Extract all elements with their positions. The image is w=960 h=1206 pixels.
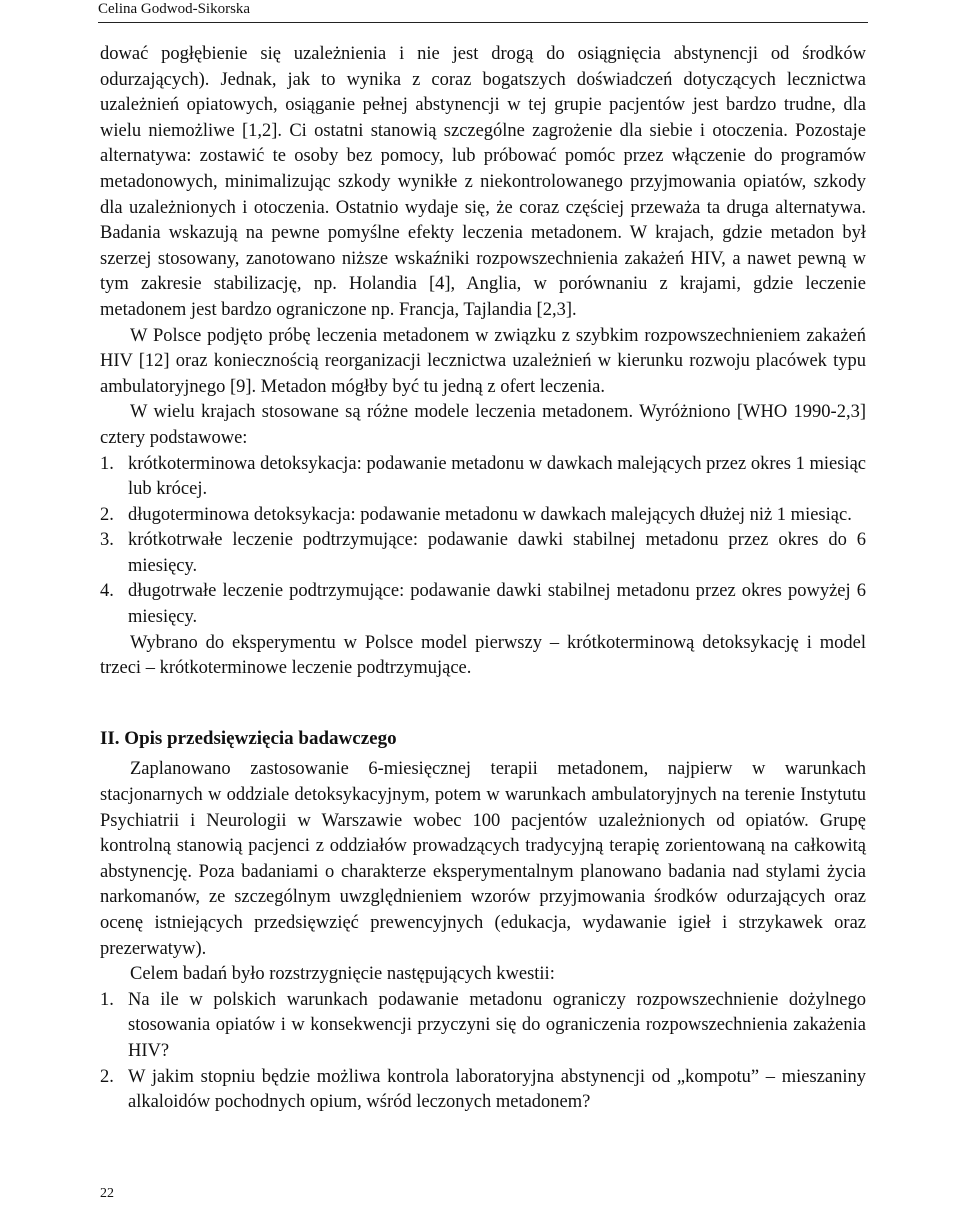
list-number: 1. [100, 453, 114, 474]
header-rule [98, 22, 868, 23]
paragraph: Zaplanowano zastosowanie 6-miesięcznej terapii metadonem, najpierw w warunkach stacjonarnych w oddziale detoksykacyjnym, potem w warunkach ambulatoryjnych na terenie Instytutu Psychiatrii i Neurologii w Warszawie wobec 100 pacjentów uzależnionych od opiatów. Grupę kontrolną stanowią pacjenci z oddziałów prowadzących tradycyjną terapię zorientowaną na całkowitą abstynencję. Poza badaniami o charakterze eksperymentalnym planowano badania nad stylami życia narkomanów, ze szczególnym uwzględnieniem wzorów przyjmowania środków odurzających oraz ocenę istniejących przedsięwzięć prewencyjnych (edukacja, wydawanie igieł i strzykawek oraz prezerwatyw). [100, 759, 866, 959]
running-head: Celina Godwod-Sikorska [98, 1, 251, 17]
list-number: 2. [100, 504, 114, 525]
list-item-text: długoterminowa detoksykacja: podawanie metadonu w dawkach malejących dłużej niż 1 miesiąc. [128, 504, 852, 525]
paragraph: Celem badań było rozstrzygnięcie następujących kwestii: [130, 964, 555, 985]
list-item [100, 503, 866, 529]
list-item-text: krótkotrwałe leczenie podtrzymujące: podawanie dawki stabilnej metadonu przez okres do 6 miesięcy. [128, 530, 866, 576]
list-item-text: długotrwałe leczenie podtrzymujące: podawanie dawki stabilnej metadonu przez okres powyżej 6 miesięcy. [128, 581, 866, 628]
list-item-text: Na ile w polskich warunkach podawanie metadonu ograniczy rozpowszechnienie dożylnego stosowania opiatów i w konsekwencji przyczyni się do ograniczenia rozpowszechnienia zakażenia HIV? [128, 989, 866, 1061]
list-number: 4. [100, 581, 114, 602]
list-item [100, 1065, 866, 1116]
list-item-text: krótkoterminowa detoksykacja: podawanie metadonu w dawkach malejących przez okres 1 miesiąc lub krócej. [128, 453, 866, 500]
list-item [100, 988, 866, 1065]
section-heading: II. Opis przedsięwzięcia badawczego [100, 727, 397, 749]
body-text [100, 42, 866, 1116]
list-item [100, 452, 866, 503]
page-number: 22 [100, 1186, 114, 1201]
list-item [100, 579, 866, 630]
list-number: 3. [100, 530, 114, 551]
paragraph: W Polsce podjęto próbę leczenia metadonem w związku z szybkim rozpowszechnieniem zakażeń HIV [12] oraz koniecznością reorganizacji lecznictwa uzależnień w kierunku rozwoju placówek typu ambulatoryjnego [9]. Metadon mógłby być tu jedną z ofert leczenia. [100, 325, 866, 397]
list-number: 1. [100, 989, 114, 1010]
research-questions-list [100, 988, 866, 1116]
list-item-text: W jakim stopniu będzie możliwa kontrola laboratoryjna abstynencji od „kompotu” – mieszaniny alkaloidów pochodnych opium, wśród leczonych metadonem? [128, 1066, 866, 1113]
methadone-models-list [100, 452, 866, 631]
paragraph: W wielu krajach stosowane są różne modele leczenia metadonem. Wyróżniono [WHO 1990-2,3] cztery podstawowe: [100, 402, 866, 448]
list-item [100, 528, 866, 579]
paragraph: dować pogłębienie się uzależnienia i nie jest drogą do osiągnięcia abstynencji od środków odurzających). Jednak, jak to wynika z coraz bogatszych doświadczeń dotyczących lecznictwa uzależnień opiatowych, osiąganie pełnej abstynencji w tej grupie pacjentów jest bardzo trudne, dla wielu niemożliwe [1,2]. Ci ostatni stanowią szczególne zagrożenie dla siebie i otoczenia. Pozostaje alternatywa: zostawić te osoby bez pomocy, lub próbować pomóc przez włączenie do programów metadonowych, minimalizując szkody wynikłe z niekontrolowanego przyjmowania opiatów, szkody dla uzależnionych i otoczenia. Ostatnio wydaje się, że coraz częściej przeważa ta druga alternatywa. Badania wskazują na pewne pomyślne efekty leczenia metadonem. W krajach, gdzie metadon był szerzej stosowany, zanotowano niższe wskaźniki rozpowszechnienia zakażeń HIV, a nawet pewną w tym zakresie stabilizację, np. Holandia [4], Anglia, w porównaniu z krajami, gdzie leczenie metadonem jest bardzo ograniczone np. Francja, Tajlandia [2,3]. [100, 44, 866, 320]
paragraph: Wybrano do eksperymentu w Polsce model pierwszy – krótkoterminową detoksykację i model trzeci – krótkoterminowe leczenie podtrzymujące. [100, 632, 866, 679]
list-number: 2. [100, 1066, 114, 1087]
